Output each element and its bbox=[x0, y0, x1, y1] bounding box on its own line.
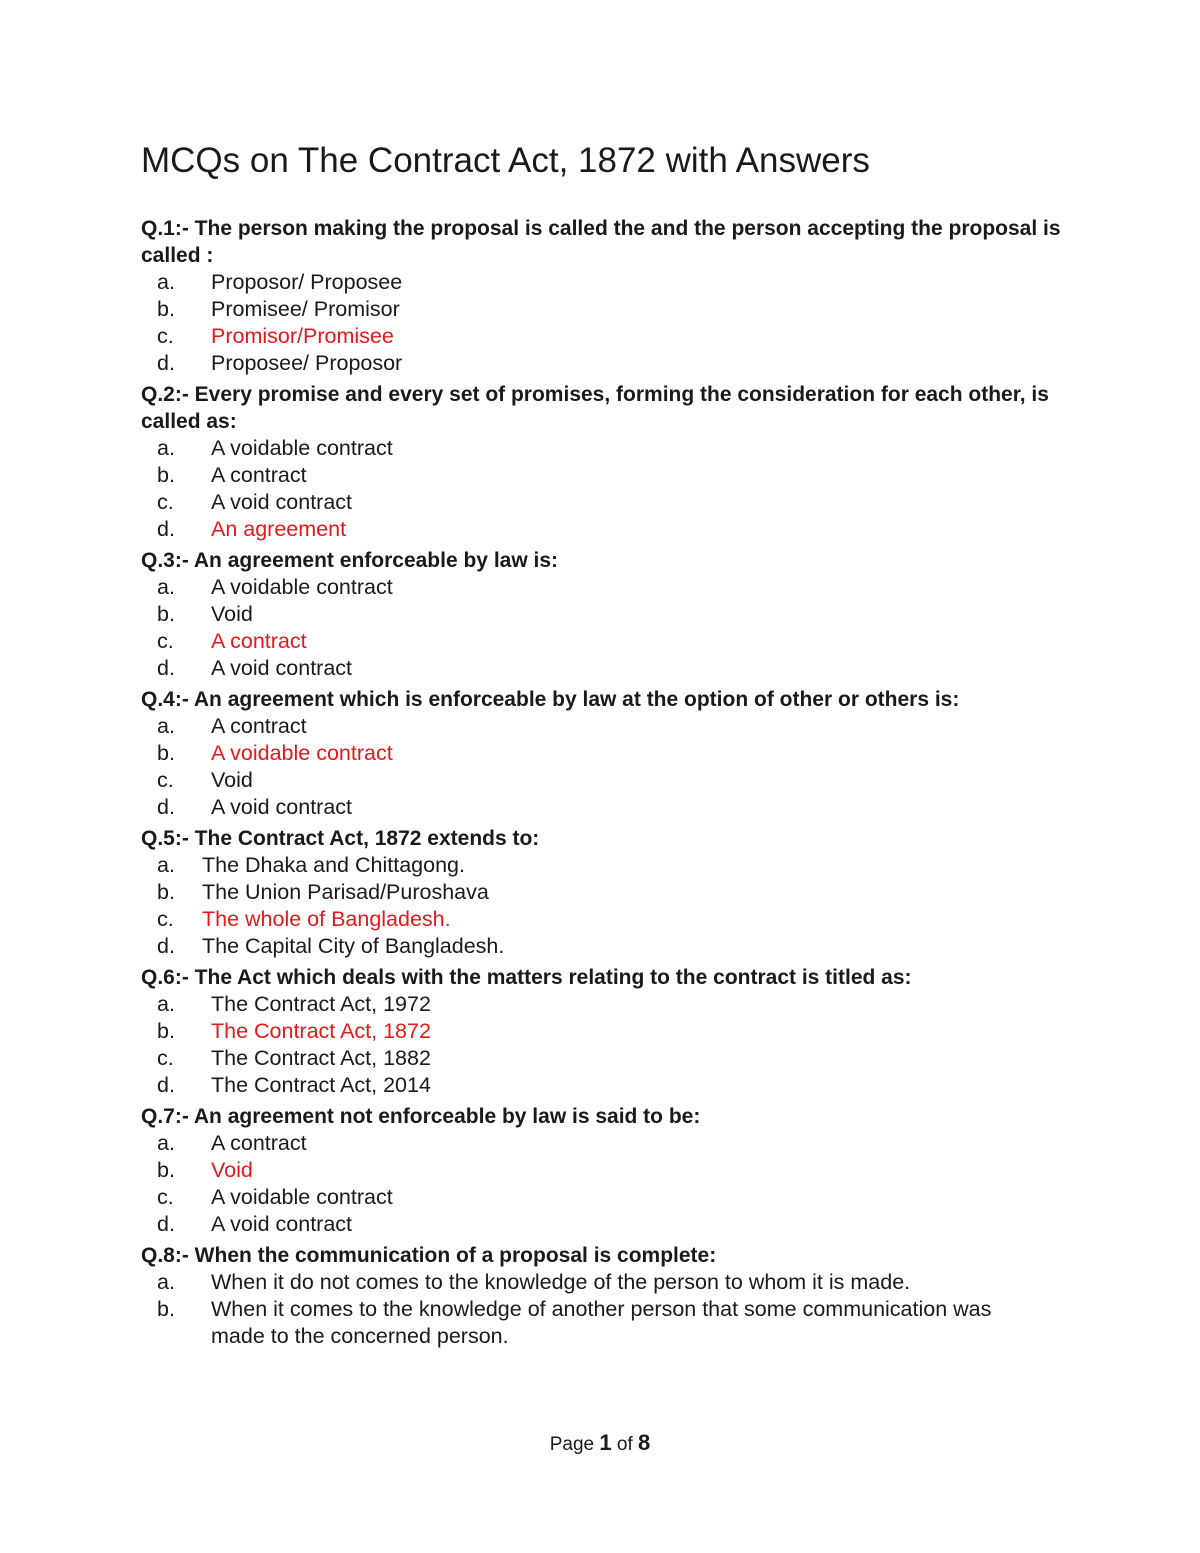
option-text: Promisee/ Promisor bbox=[211, 297, 400, 321]
option-5a bbox=[141, 852, 1081, 879]
option-text: An agreement bbox=[211, 517, 347, 541]
options-1 bbox=[141, 269, 1081, 377]
option-letter: d. bbox=[157, 517, 175, 541]
option-text: A void contract bbox=[211, 795, 353, 819]
option-letter: a. bbox=[157, 853, 175, 877]
option-letter: d. bbox=[157, 934, 175, 958]
option-6a bbox=[141, 991, 1081, 1018]
option-text: Proposee/ Proposor bbox=[211, 351, 403, 375]
option-3d bbox=[141, 655, 1081, 682]
option-text: Void bbox=[211, 768, 253, 792]
option-letter: c. bbox=[157, 629, 174, 653]
option-letter: c. bbox=[157, 1046, 174, 1070]
option-letter: a. bbox=[157, 714, 175, 738]
option-letter: d. bbox=[157, 795, 175, 819]
question-list bbox=[141, 214, 1081, 1353]
option-letter: d. bbox=[157, 1212, 175, 1236]
option-letter: c. bbox=[157, 768, 174, 792]
option-8b bbox=[141, 1296, 1081, 1350]
option-text: The whole of Bangladesh. bbox=[202, 907, 451, 931]
option-letter: d. bbox=[157, 351, 175, 375]
option-text: Void bbox=[211, 1158, 253, 1182]
option-3b bbox=[141, 601, 1081, 628]
option-text: Promisor/Promisee bbox=[211, 324, 394, 348]
option-text: The Union Parisad/Puroshava bbox=[202, 880, 489, 904]
option-letter: b. bbox=[157, 1297, 175, 1321]
page-footer bbox=[0, 1430, 1200, 1458]
option-8a bbox=[141, 1269, 1081, 1296]
option-text: A voidable contract bbox=[211, 575, 393, 599]
option-letter: b. bbox=[157, 297, 175, 321]
option-4c bbox=[141, 767, 1081, 794]
option-6c bbox=[141, 1045, 1081, 1072]
option-letter: b. bbox=[157, 602, 175, 626]
option-letter: c. bbox=[157, 907, 174, 931]
option-letter: a. bbox=[157, 436, 175, 460]
option-text: The Contract Act, 2014 bbox=[211, 1073, 431, 1097]
question-1: Q.1:- The person making the proposal is called the and the person accepting the proposal is called : bbox=[141, 217, 1061, 267]
question-4: Q.4:- An agreement which is enforceable by law at the option of other or others is: bbox=[141, 688, 960, 711]
option-letter: d. bbox=[157, 656, 175, 680]
question-5: Q.5:- The Contract Act, 1872 extends to: bbox=[141, 827, 540, 850]
option-7d bbox=[141, 1211, 1081, 1238]
option-6d bbox=[141, 1072, 1081, 1099]
option-text: The Contract Act, 1872 bbox=[211, 1019, 431, 1043]
options-5 bbox=[141, 852, 1081, 960]
option-text: When it comes to the knowledge of another person that some communication was made to the concerned person. bbox=[211, 1297, 992, 1348]
option-text: The Dhaka and Chittagong. bbox=[202, 853, 465, 877]
option-5d bbox=[141, 933, 1081, 960]
option-text: A voidable contract bbox=[211, 1185, 393, 1209]
option-text: The Contract Act, 1972 bbox=[211, 992, 431, 1016]
option-text: A void contract bbox=[211, 1212, 353, 1236]
option-6b-correct bbox=[141, 1018, 1081, 1045]
options-6 bbox=[141, 991, 1081, 1099]
page-label: Page bbox=[549, 1434, 595, 1455]
option-text: A contract bbox=[211, 463, 307, 487]
option-text: A void contract bbox=[211, 656, 353, 680]
option-letter: c. bbox=[157, 1185, 174, 1209]
option-letter: a. bbox=[157, 575, 175, 599]
option-letter: a. bbox=[157, 270, 175, 294]
option-text: A contract bbox=[211, 629, 307, 653]
page-of-label: of bbox=[616, 1434, 633, 1455]
question-8: Q.8:- When the communication of a proposal is complete: bbox=[141, 1244, 717, 1267]
options-4 bbox=[141, 713, 1081, 821]
option-2a bbox=[141, 435, 1081, 462]
option-text: The Contract Act, 1882 bbox=[211, 1046, 431, 1070]
option-4a bbox=[141, 713, 1081, 740]
options-3 bbox=[141, 574, 1081, 682]
option-letter: c. bbox=[157, 490, 174, 514]
option-text: A voidable contract bbox=[211, 741, 393, 765]
option-1d bbox=[141, 350, 1081, 377]
option-letter: b. bbox=[157, 741, 175, 765]
options-2 bbox=[141, 435, 1081, 543]
question-2: Q.2:- Every promise and every set of promises, forming the consideration for each other, is called as: bbox=[141, 383, 1049, 433]
option-7b-correct bbox=[141, 1157, 1081, 1184]
option-2d-correct bbox=[141, 516, 1081, 543]
option-letter: b. bbox=[157, 463, 175, 487]
option-2c bbox=[141, 489, 1081, 516]
option-4d bbox=[141, 794, 1081, 821]
option-text: Proposor/ Proposee bbox=[211, 270, 403, 294]
option-letter: b. bbox=[157, 880, 175, 904]
option-1a bbox=[141, 269, 1081, 296]
option-letter: c. bbox=[157, 324, 174, 348]
option-text: A void contract bbox=[211, 490, 353, 514]
option-letter: d. bbox=[157, 1073, 175, 1097]
options-8 bbox=[141, 1269, 1081, 1350]
option-3c-correct bbox=[141, 628, 1081, 655]
option-7c bbox=[141, 1184, 1081, 1211]
option-letter: a. bbox=[157, 992, 175, 1016]
option-7a bbox=[141, 1130, 1081, 1157]
page-title: MCQs on The Contract Act, 1872 with Answers bbox=[141, 141, 870, 180]
option-2b bbox=[141, 462, 1081, 489]
option-letter: a. bbox=[157, 1131, 175, 1155]
option-text: Void bbox=[211, 602, 253, 626]
option-1c-correct bbox=[141, 323, 1081, 350]
question-3: Q.3:- An agreement enforceable by law is: bbox=[141, 549, 559, 572]
option-4b-correct bbox=[141, 740, 1081, 767]
option-text: When it do not comes to the knowledge of the person to whom it is made. bbox=[211, 1270, 911, 1294]
options-7 bbox=[141, 1130, 1081, 1238]
option-text: A contract bbox=[211, 714, 307, 738]
option-text: The Capital City of Bangladesh. bbox=[202, 934, 505, 958]
option-5c-correct bbox=[141, 906, 1081, 933]
option-letter: b. bbox=[157, 1019, 175, 1043]
page-current: 1 bbox=[599, 1430, 612, 1455]
option-letter: a. bbox=[157, 1270, 175, 1294]
question-7: Q.7:- An agreement not enforceable by law is said to be: bbox=[141, 1105, 701, 1128]
option-text: A voidable contract bbox=[211, 436, 393, 460]
option-3a bbox=[141, 574, 1081, 601]
option-5b bbox=[141, 879, 1081, 906]
option-1b bbox=[141, 296, 1081, 323]
page-total: 8 bbox=[638, 1430, 651, 1455]
option-letter: b. bbox=[157, 1158, 175, 1182]
option-text: A contract bbox=[211, 1131, 307, 1155]
question-6: Q.6:- The Act which deals with the matters relating to the contract is titled as: bbox=[141, 966, 912, 989]
